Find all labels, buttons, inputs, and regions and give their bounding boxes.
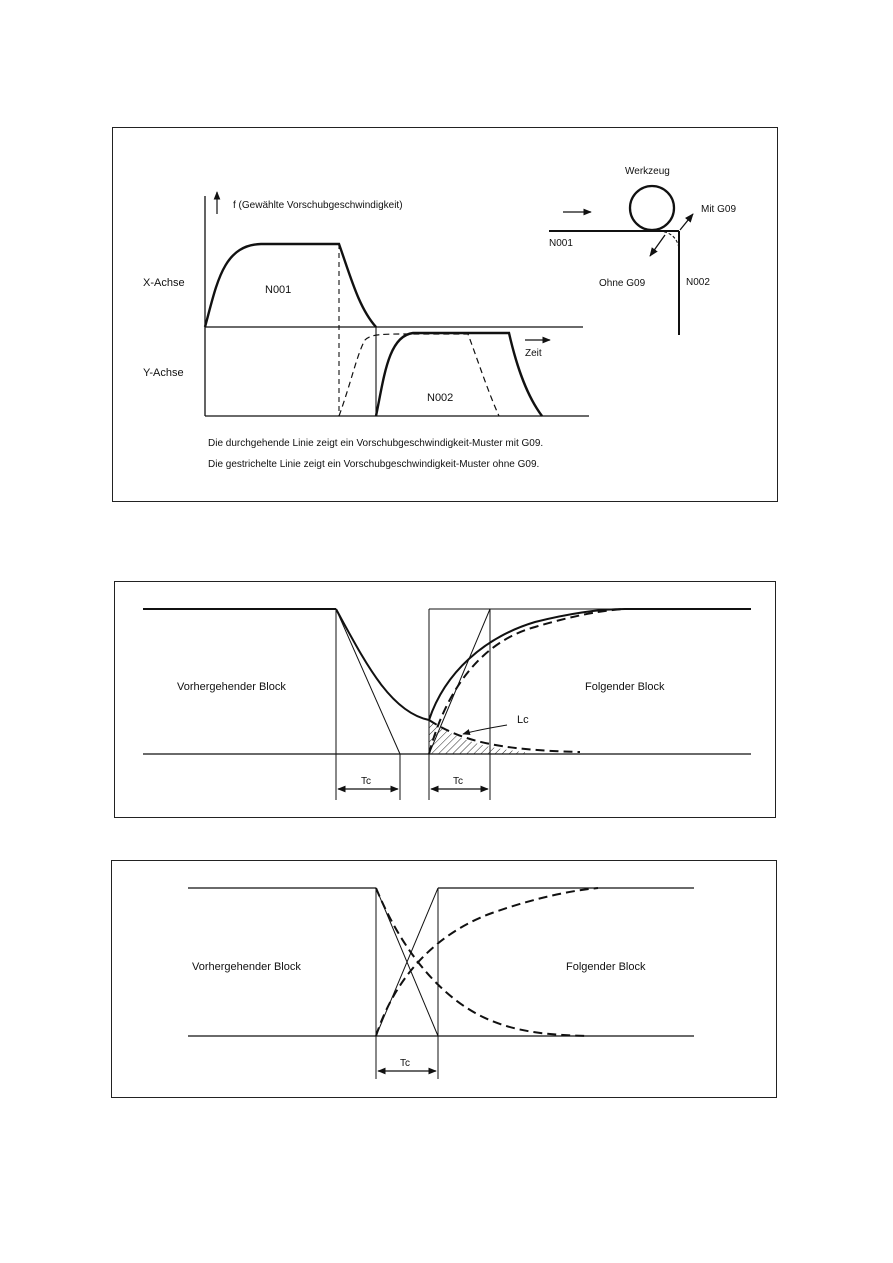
feedrate-axis-label: f (Gewählte Vorschubgeschwindigkeit)	[233, 200, 403, 211]
tc-right-label: Tc	[453, 776, 463, 787]
exp-decel-dashed	[376, 888, 588, 1036]
caption-line-1: Die durchgehende Linie zeigt ein Vorschubgeschwindigkeit-Muster mit G09.	[208, 438, 544, 449]
overlap-lc-svg	[115, 582, 777, 819]
exp-accel-solid	[429, 609, 625, 720]
time-label: Zeit	[525, 348, 542, 359]
previous-block-label: Vorhergehender Block	[177, 681, 286, 693]
tool-n002-label: N002	[686, 277, 710, 288]
overlap-tc-svg	[112, 861, 778, 1099]
tool-path-inset	[549, 166, 736, 335]
tc-label: Tc	[400, 1058, 410, 1069]
next-block-label: Folgender Block	[585, 681, 665, 693]
ohne-g09-arrow	[650, 235, 665, 256]
x-achse-label: X-Achse	[143, 277, 185, 289]
exp-accel-dashed	[376, 888, 598, 1036]
overlap-hatched-area	[429, 720, 525, 754]
n002-dashed-curve	[339, 334, 499, 416]
werkzeug-label: Werkzeug	[625, 166, 670, 177]
tc-left-label: Tc	[361, 776, 371, 787]
lc-leader	[463, 725, 507, 734]
n002-label: N002	[427, 392, 454, 404]
next-block-label: Folgender Block	[566, 961, 646, 973]
n002-feedrate-curve	[376, 333, 542, 416]
lc-label: Lc	[517, 714, 529, 726]
feedrate-pattern-diagram	[112, 127, 778, 502]
mit-g09-label: Mit G09	[701, 204, 737, 215]
linear-decel	[336, 609, 400, 754]
mit-g09-arrow	[680, 214, 693, 230]
y-achse-label: Y-Achse	[143, 367, 184, 379]
caption-line-2: Die gestrichelte Linie zeigt ein Vorschubgeschwindigkeit-Muster ohne G09.	[208, 459, 540, 470]
n001-label: N001	[265, 284, 292, 296]
exp-decel-solid	[336, 609, 429, 720]
feedrate-pattern-svg	[113, 128, 779, 503]
tool-circle	[630, 186, 674, 230]
tool-n001-label: N001	[549, 238, 573, 249]
overlap-tc-diagram	[111, 860, 777, 1098]
ohne-g09-label: Ohne G09	[599, 278, 646, 289]
overlap-lc-diagram	[114, 581, 776, 818]
previous-block-label: Vorhergehender Block	[192, 961, 301, 973]
